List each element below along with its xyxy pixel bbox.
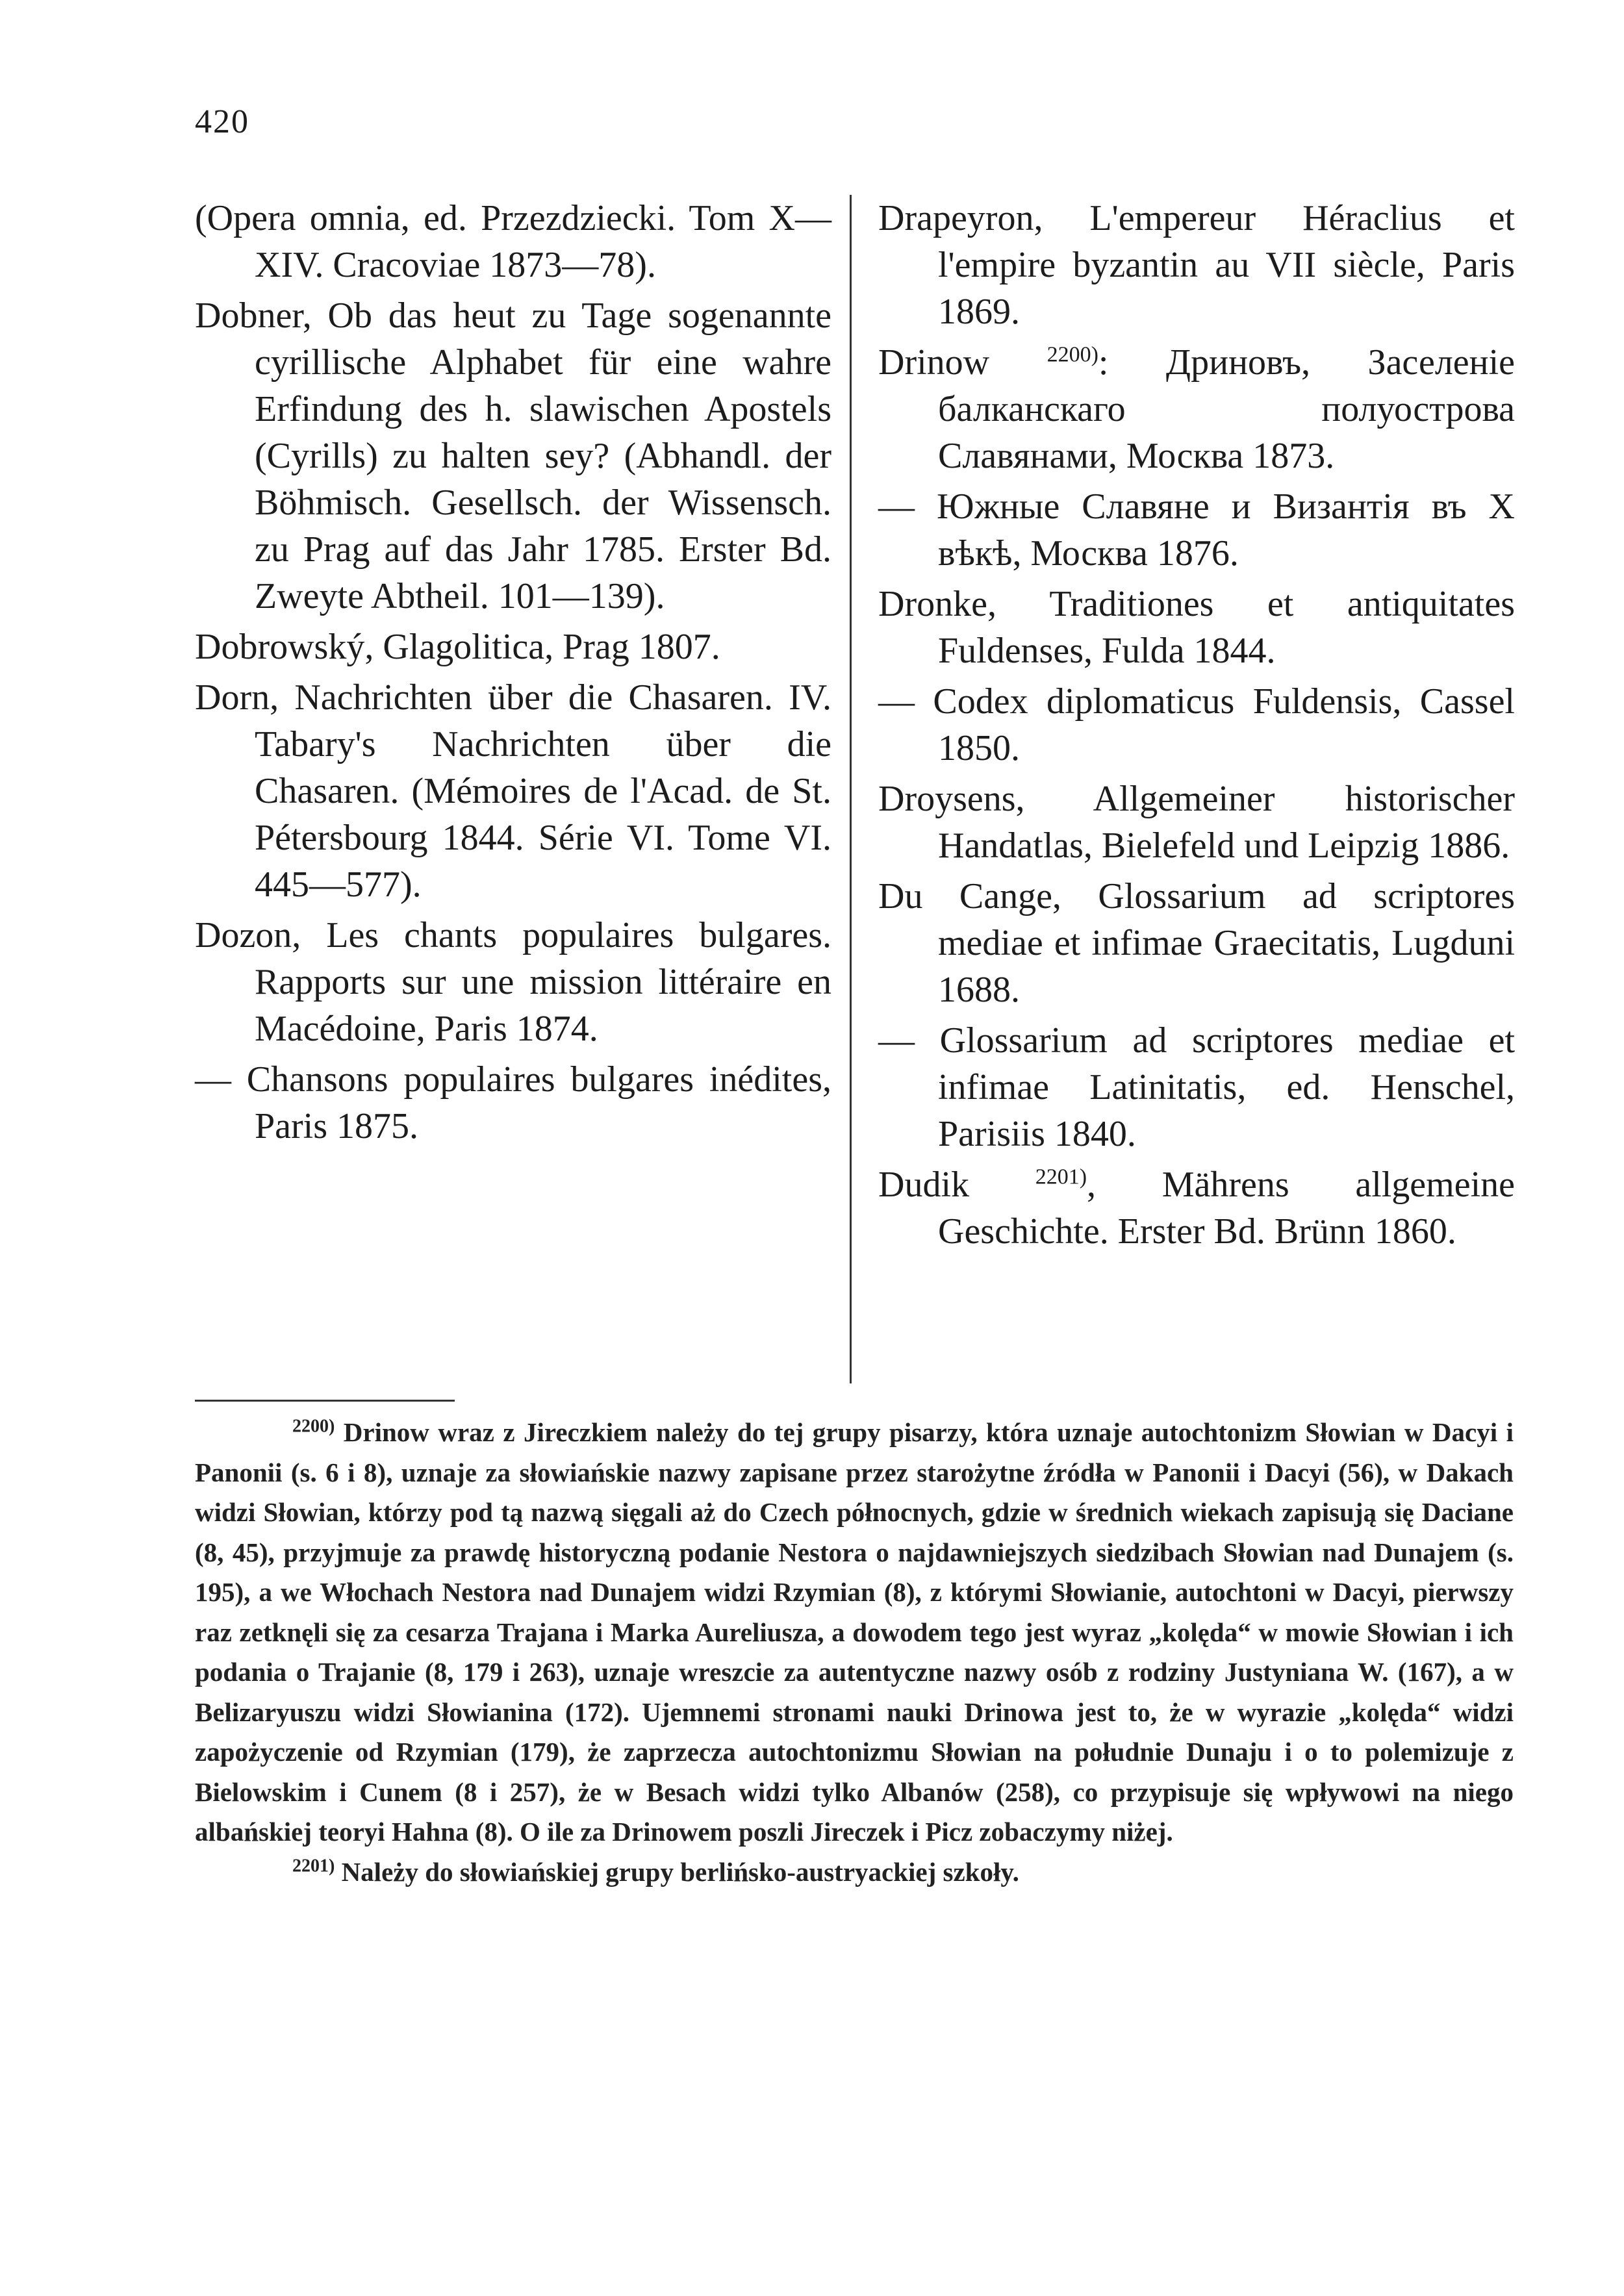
entry-text: : Дриновъ, Заселеніе балканскаго полуострова Славянами, Москва 1873. [938, 342, 1516, 476]
bibliography-entry: — Южные Славяне и Византія въ X вѣкѣ, Москва 1876. [878, 486, 1515, 574]
bibliography-entry: — Codex diplomaticus Fuldensis, Cassel 1850. [878, 681, 1515, 768]
bibliography-entry: Dronke, Traditiones et antiquitates Fuldenses, Fulda 1844. [878, 584, 1515, 671]
footnote-rule [195, 1400, 455, 1402]
bibliography-entry: (Opera omnia, ed. Przezdziecki. Tom X—XIV. Cracoviae 1873—78). [195, 198, 831, 285]
bibliography-entry: Du Cange, Glossarium ad scriptores mediae et infimae Graecitatis, Lugduni 1688. [878, 876, 1515, 1010]
footnote-text: Drinow wraz z Jireczkiem należy do tej grupy pisarzy, która uznaje autochtonizm Słowian w Dacyi i Panonii (s. 6 i 8), uznaje za słowiańskie nazwy zapisane przez starożytne źródła w Panonii i Dacyi (56), w Dakach widzi Słowian, którzy pod tą nazwą sięgali aż do Czech północnych, gdzie w średnich wiekach zapisują się Daciane (8, 45), przyjmuje za prawdę historyczną podanie Nestora o najdawniejszych siedzibach Słowian nad Dunajem (s. 195), a we Włochach Nestora nad Dunajem widzi Rzymian (8), z którymi Słowianie, autochtoni w Dacyi, pierwszy raz zetknęli się za cesarza Trajana i Marka Aureliusza, a dowodem tego jest wyraz „kolęda“ w mowie Słowian i ich podania o Trajanie (8, 179 i 263), uznaje wreszcie za autentyczne nazwy osób z rodziny Justyniana W. (167), a w Belizaryuszu widzi Słowianina (172). Ujemnemi stronami nauki Drinowa jest to, że w wyrazie „kolęda“ widzi zapożyczenie od Rzymian (179), że zaprzecza autochtonizmu Słowian na południe Dunaju i o to polemizuje z Bielowskim i Cunem (8 i 257), że w Besach widzi tylko Albanów (258), co przypisuje się wpływowi na niego albańskiej teoryi Hahna (8). O ile za Drinowem poszli Jireczek i Picz zobaczymy niżej. [195, 1417, 1514, 1847]
bibliography-entry: Drapeyron, L'empereur Héraclius et l'empire byzantin au VII siècle, Paris 1869. [878, 198, 1515, 332]
footnotes [195, 1413, 1514, 1892]
bibliography-entry: Dozon, Les chants populaires bulgares. Rapports sur une mission littéraire en Macédoine, Paris 1874. [195, 915, 831, 1049]
bibliography-right-column [878, 195, 1515, 1259]
bibliography-entry: — Chansons populaires bulgares inédites, Paris 1875. [195, 1059, 831, 1146]
bibliography-entry: — Glossarium ad scriptores mediae et infimae Latinitatis, ed. Henschel, Parisiis 1840. [878, 1020, 1515, 1154]
footnote-text: Należy do słowiańskiej grupy berlińsko-austryackiej szkoły. [341, 1856, 1019, 1887]
footnote [195, 1852, 1514, 1893]
column-divider [850, 195, 852, 1383]
entry-text: , Mährens allgemeine Geschichte. Erster Bd. Brünn 1860. [938, 1165, 1515, 1252]
footnote-reference[interactable]: 2201) [1035, 1165, 1087, 1189]
footnote-number: 2201) [292, 1855, 335, 1876]
footnote-number: 2200) [292, 1416, 335, 1437]
footnote [195, 1413, 1514, 1852]
bibliography-entry: Dorn, Nachrichten über die Chasaren. IV. Tabary's Nachrichten über die Chasaren. (Mémoires de l'Acad. de St. Pétersbourg 1844. Série VI. Tome VI. 445—577). [195, 677, 831, 905]
bibliography-entry: Dobner, Ob das heut zu Tage sogenannte cyrillische Alphabet für eine wahre Erfindung des h. slawischen Apostels (Cyrills) zu halten sey? (Abhandl. der Böhmisch. Gesellsch. der Wissensch. zu Prag auf das Jahr 1785. Erster Bd. Zweyte Abtheil. 101—139). [195, 296, 831, 616]
bibliography-entry-dudik [878, 1161, 1515, 1255]
bibliography-entry: Dobrowský, Glagolitica, Prag 1807. [195, 627, 720, 667]
bibliography-left-column [195, 195, 831, 1154]
page-number: 420 [195, 103, 249, 140]
footnote-reference[interactable]: 2200) [1047, 342, 1098, 367]
author-name: Dudik [878, 1165, 969, 1205]
author-name: Drinow [878, 342, 990, 383]
bibliography-entry-drinow [878, 339, 1515, 479]
bibliography-entry: Droysens, Allgemeiner historischer Handatlas, Bielefeld und Leipzig 1886. [878, 779, 1515, 866]
